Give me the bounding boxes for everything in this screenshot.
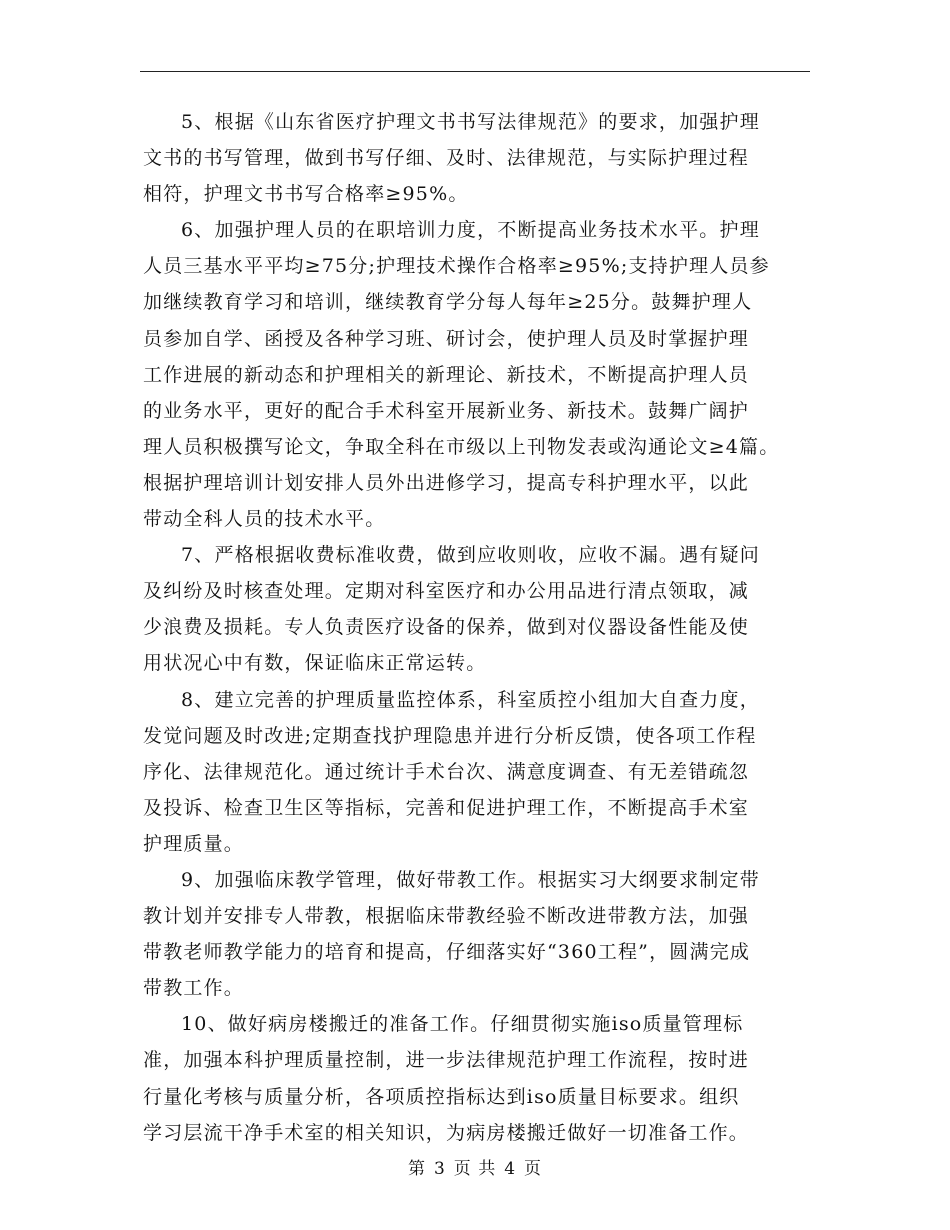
text-line: 文书的书写管理，做到书写仔细、及时、法律规范，与实际护理过程	[143, 147, 750, 170]
text-line: 少浪费及损耗。专人负责医疗设备的保养，做到对仪器设备性能及使	[143, 616, 750, 639]
text-line: 加继续教育学习和培训，继续教育学分每人每年≥25分。鼓舞护理人	[143, 291, 753, 314]
text-line: 理人员积极撰写论文，争取全科在市级以上刊物发表或沟通论文≥4篇。	[143, 435, 780, 458]
text-line: 行量化考核与质量分析，各项质控指标达到iso质量目标要求。组织	[143, 1085, 740, 1108]
paragraph-item-10	[143, 1006, 833, 1150]
text-line: 6、加强护理人员的在职培训力度，不断提高业务技术水平。护理	[181, 219, 760, 242]
text-line: 人员三基水平平均≥75分;护理技术操作合格率≥95%;支持护理人员参	[143, 255, 770, 278]
text-line: 带动全科人员的技术水平。	[143, 508, 386, 531]
paragraph-item-8	[143, 682, 833, 862]
text-line: 10、做好病房楼搬迁的准备工作。仔细贯彻实施iso质量管理标	[181, 1013, 744, 1036]
page-label-mid: 页 共	[453, 1159, 497, 1179]
page-label-suffix: 页	[524, 1159, 543, 1179]
text-line: 及投诉、检查卫生区等指标，完善和促进护理工作，不断提高手术室	[143, 796, 750, 819]
current-page-number: 3	[433, 1159, 446, 1179]
text-line: 的业务水平，更好的配合手术科室开展新业务、新技术。鼓舞广阔护	[143, 399, 750, 422]
page-label-prefix: 第	[407, 1159, 426, 1179]
page-footer	[0, 1154, 950, 1179]
text-line: 护理质量。	[143, 832, 245, 855]
text-line: 带教工作。	[143, 977, 245, 1000]
text-line: 7、严格根据收费标准收费，做到应收则收，应收不漏。遇有疑问	[181, 544, 760, 567]
paragraph-item-6	[143, 212, 833, 537]
text-line: 及纠纷及时核查处理。定期对科室医疗和办公用品进行清点领取，减	[143, 580, 750, 603]
document-body	[143, 104, 833, 1151]
text-line: 序化、法律规范化。通过统计手术台次、满意度调查、有无差错疏忽	[143, 760, 750, 783]
text-line: 发觉问题及时改进;定期查找护理隐患并进行分析反馈，使各项工作程	[143, 724, 757, 747]
text-line: 9、加强临床教学管理，做好带教工作。根据实习大纲要求制定带	[181, 868, 760, 891]
text-line: 带教老师教学能力的培育和提高，仔细落实好“360工程”，圆满完成	[143, 941, 751, 964]
text-line: 学习层流干净手术室的相关知识，为病房楼搬迁做好一切准备工作。	[143, 1121, 750, 1144]
header-rule	[140, 71, 810, 72]
total-page-count: 4	[504, 1159, 517, 1179]
paragraph-item-7	[143, 537, 833, 681]
paragraph-item-5	[143, 104, 833, 212]
text-line: 相符，护理文书书写合格率≥95%。	[143, 183, 469, 206]
text-line: 教计划并安排专人带教，根据临床带教经验不断改进带教方法，加强	[143, 905, 750, 928]
text-line: 根据护理培训计划安排人员外出进修学习，提高专科护理水平，以此	[143, 471, 750, 494]
paragraph-item-9	[143, 862, 833, 1006]
text-line: 准，加强本科护理质量控制，进一步法律规范护理工作流程，按时进	[143, 1049, 750, 1072]
text-line: 用状况心中有数，保证临床正常运转。	[143, 652, 487, 675]
text-line: 8、建立完善的护理质量监控体系，科室质控小组加大自查力度，	[181, 688, 760, 711]
text-line: 工作进展的新动态和护理相关的新理论、新技术，不断提高护理人员	[143, 363, 750, 386]
text-line: 员参加自学、函授及各种学习班、研讨会，使护理人员及时掌握护理	[143, 327, 750, 350]
text-line: 5、根据《山东省医疗护理文书书写法律规范》的要求，加强护理	[181, 111, 760, 133]
